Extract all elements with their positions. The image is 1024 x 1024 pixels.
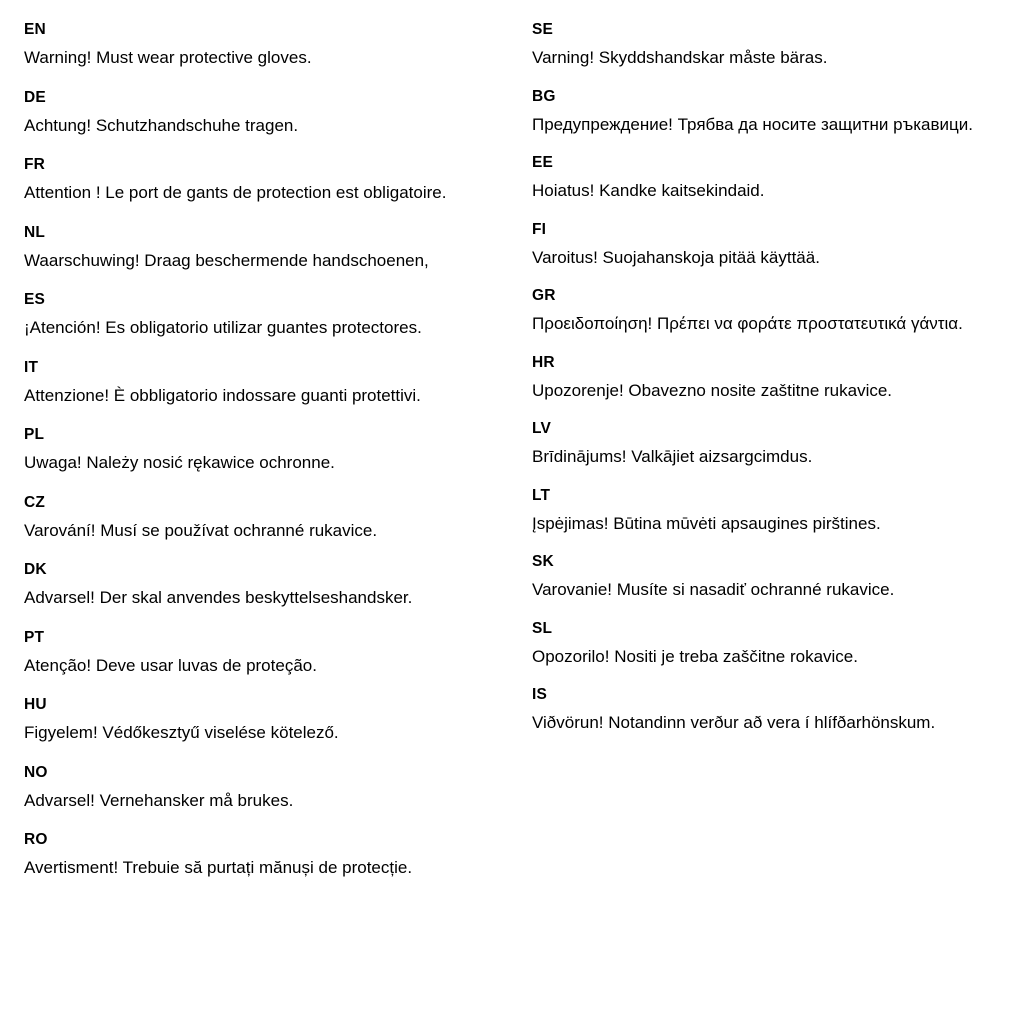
language-code: FR xyxy=(24,156,46,173)
language-warning-text: Varovanie! Musíte si nasadiť ochranné rukavice. xyxy=(532,580,895,600)
language-entry xyxy=(24,763,486,814)
language-code: PT xyxy=(24,628,45,646)
left-column xyxy=(24,20,512,898)
language-warning-text: Upozorenje! Obavezno nosite zaštitne rukavice. xyxy=(532,380,893,400)
language-code: EE xyxy=(532,154,554,171)
language-entry xyxy=(24,628,486,679)
language-entry xyxy=(24,20,486,71)
language-code: HU xyxy=(24,696,47,713)
language-entry xyxy=(532,552,1000,603)
language-warning-text: Varování! Musí se používat ochranné rukavice. xyxy=(24,520,378,540)
language-code: DK xyxy=(24,561,47,578)
language-code: NO xyxy=(24,763,48,781)
language-entry xyxy=(532,20,1000,71)
language-warning-text: Προειδοποίηση! Πρέπει να φοράτε προστατευτικά γάντια. xyxy=(532,314,963,334)
language-entry xyxy=(24,830,486,881)
language-entry xyxy=(24,695,486,746)
language-code: PL xyxy=(24,426,45,443)
language-entry xyxy=(532,685,1000,736)
language-warning-text: Figyelem! Védőkesztyű viselése kötelező. xyxy=(24,723,339,743)
language-code: SK xyxy=(532,553,554,570)
language-code: ES xyxy=(24,291,46,308)
language-code: DE xyxy=(24,88,46,106)
language-code: CZ xyxy=(24,493,46,511)
language-entry xyxy=(532,353,1000,404)
language-entry xyxy=(532,220,1000,271)
language-warning-text: Attention ! Le port de gants de protection est obligatoire. xyxy=(24,183,447,203)
language-code: LT xyxy=(532,486,551,504)
language-code: BG xyxy=(532,87,556,105)
language-warning-text: Advarsel! Der skal anvendes beskyttelseshandsker. xyxy=(24,588,413,608)
language-warning-text: Achtung! Schutzhandschuhe tragen. xyxy=(24,115,299,135)
language-entry xyxy=(24,493,486,544)
right-column xyxy=(512,20,1000,752)
language-entry xyxy=(24,223,486,274)
language-entry xyxy=(532,87,1000,138)
language-warning-text: Предупреждение! Трябва да носите защитни ръкавици. xyxy=(532,114,973,134)
language-warning-text: Advarsel! Vernehansker må brukes. xyxy=(24,790,294,810)
warning-columns xyxy=(24,20,1000,898)
language-warning-text: Waarschuwing! Draag beschermende handschoenen, xyxy=(24,250,429,270)
language-entry xyxy=(532,153,1000,204)
language-warning-text: ¡Atención! Es obligatorio utilizar guantes protectores. xyxy=(24,318,422,338)
language-code: SL xyxy=(532,619,553,637)
language-code: HR xyxy=(532,353,555,371)
language-warning-text: Viðvörun! Notandinn verður að vera í hlífðarhönskum. xyxy=(532,713,936,733)
language-entry xyxy=(24,88,486,139)
language-warning-text: Varning! Skyddshandskar måste bäras. xyxy=(532,48,828,68)
language-code: NL xyxy=(24,223,46,241)
language-warning-text: Įspėjimas! Būtina mūvėti apsaugines pirštines. xyxy=(532,513,881,533)
language-entry xyxy=(24,358,486,409)
language-code: IS xyxy=(532,686,548,703)
language-code: SE xyxy=(532,21,554,38)
language-entry xyxy=(24,560,486,611)
language-code: LV xyxy=(532,420,552,437)
language-warning-text: Atenção! Deve usar luvas de proteção. xyxy=(24,655,317,675)
language-code: IT xyxy=(24,358,39,376)
language-code: RO xyxy=(24,831,48,848)
language-entry xyxy=(532,619,1000,670)
language-entry xyxy=(532,286,1000,337)
language-warning-text: Warning! Must wear protective gloves. xyxy=(24,48,312,68)
language-entry xyxy=(24,425,486,476)
language-code: FI xyxy=(532,220,547,238)
language-warning-text: Varoitus! Suojahanskoja pitää käyttää. xyxy=(532,247,820,267)
language-code: GR xyxy=(532,287,556,304)
language-warning-text: Hoiatus! Kandke kaitsekindaid. xyxy=(532,181,765,201)
language-warning-text: Uwaga! Należy nosić rękawice ochronne. xyxy=(24,453,335,473)
language-code: EN xyxy=(24,21,46,38)
language-entry xyxy=(532,486,1000,537)
language-entry xyxy=(24,290,486,341)
language-entry xyxy=(532,419,1000,470)
language-entry xyxy=(24,155,486,206)
language-warning-text: Avertisment! Trebuie să purtați mănuși de protecție. xyxy=(24,858,413,878)
language-warning-text: Opozorilo! Nositi je treba zaščitne rokavice. xyxy=(532,646,858,666)
language-warning-text: Attenzione! È obbligatorio indossare guanti protettivi. xyxy=(24,385,421,405)
language-warning-text: Brīdinājums! Valkājiet aizsargcimdus. xyxy=(532,447,813,467)
